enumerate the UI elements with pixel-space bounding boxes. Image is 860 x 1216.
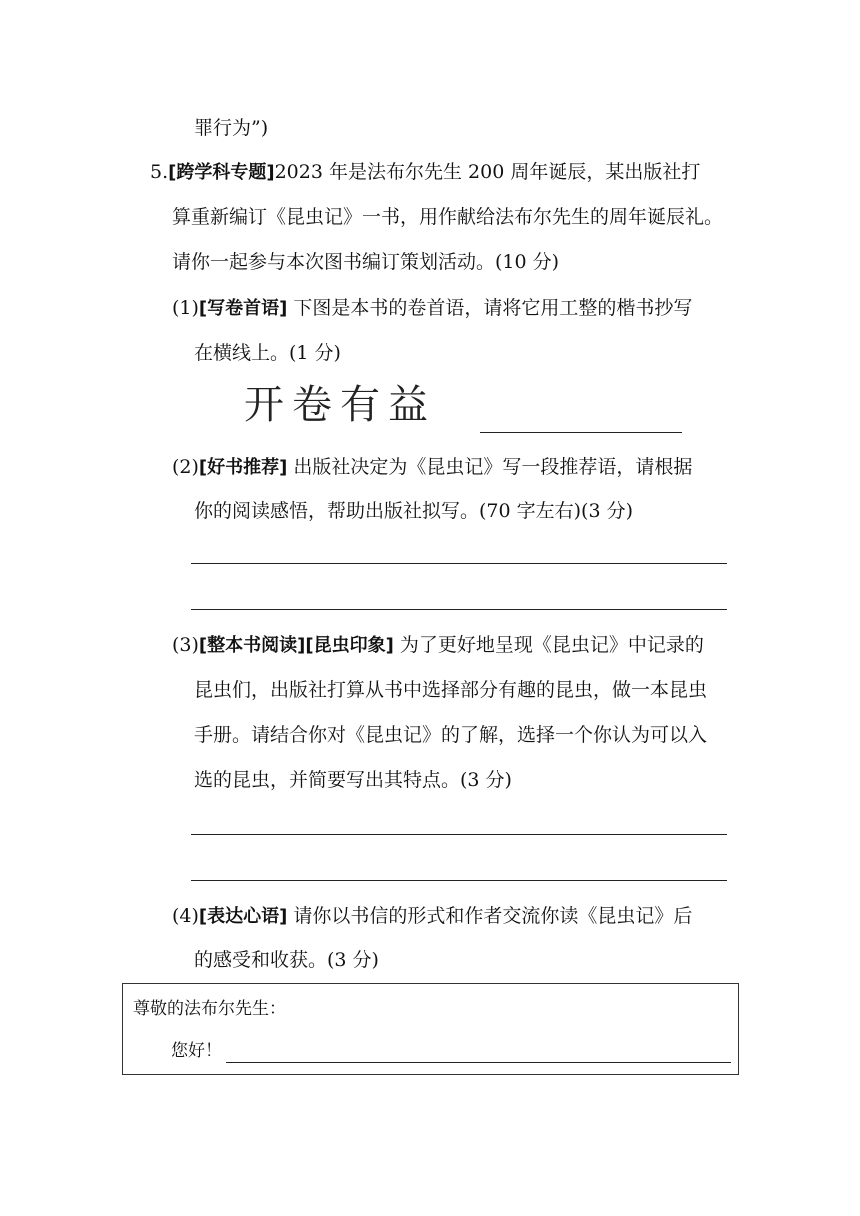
question-text: 请你一起参与本次图书编订策划活动。(10 分) <box>172 251 560 273</box>
subquestion-3-line-2 <box>194 676 707 704</box>
subquestion-3-line-3 <box>194 721 707 749</box>
subquestion-2-line-1 <box>172 453 692 482</box>
subquestion-text: 请你以书信的形式和作者交流你读《昆虫记》后 <box>287 905 693 927</box>
answer-line-3a[interactable] <box>191 834 727 835</box>
subquestion-text: 昆虫们，出版社打算从书中选择部分有趣的昆虫，做一本昆虫 <box>194 679 708 701</box>
subquestion-text: 下图是本书的卷首语，请将它用工整的楷书抄写 <box>287 297 693 319</box>
subquestion-number: (3) <box>172 634 199 656</box>
question-tag: [跨学科专题] <box>168 162 275 183</box>
letter-greeting: 您好！ <box>171 1041 222 1061</box>
subquestion-3-line-4 <box>194 766 512 794</box>
subquestion-text: 在横线上。(1 分) <box>194 342 341 364</box>
question-text: 2023 年是法布尔先生 200 周年诞辰，某出版社打 <box>274 161 701 183</box>
question-5-line-2 <box>172 203 723 231</box>
subquestion-text: 你的阅读感悟，帮助出版社拟写。(70 字左右)(3 分) <box>194 500 633 522</box>
subquestion-1-line-1 <box>172 294 692 323</box>
calligraphy-image: 开卷有益 <box>244 382 436 428</box>
previous-question-tail <box>194 114 268 142</box>
subquestion-tag: [写卷首语] <box>198 298 288 319</box>
answer-line-3b[interactable] <box>191 880 727 881</box>
subquestion-text: 的感受和收获。(3 分) <box>194 949 379 971</box>
subquestion-1-line-2 <box>194 339 341 367</box>
subquestion-text: 选的昆虫，并简要写出其特点。(3 分) <box>194 769 512 791</box>
subquestion-text: 手册。请结合你对《昆虫记》的了解，选择一个你认为可以入 <box>194 724 708 746</box>
subquestion-text: 出版社决定为《昆虫记》写一段推荐语，请根据 <box>287 456 693 478</box>
subquestion-3-line-1 <box>172 631 704 660</box>
letter-box <box>122 983 739 1075</box>
prev-line-text: 罪行为”) <box>194 117 269 139</box>
subquestion-tag: [整本书阅读] <box>198 635 306 656</box>
subquestion-2-line-2 <box>194 497 633 525</box>
subquestion-number: (2) <box>172 456 199 478</box>
answer-line-2b[interactable] <box>191 609 727 610</box>
letter-answer-line[interactable] <box>226 1062 731 1063</box>
subquestion-tag: [表达心语] <box>198 906 288 927</box>
subquestion-tag: [昆虫印象] <box>305 635 394 656</box>
subquestion-number: (4) <box>172 905 199 927</box>
letter-salutation: 尊敬的法布尔先生： <box>133 999 286 1019</box>
subquestion-text: 为了更好地呈现《昆虫记》中记录的 <box>393 634 704 656</box>
subquestion-4-line-1 <box>172 902 692 931</box>
question-text: 算重新编订《昆虫记》一书，用作献给法布尔先生的周年诞辰礼。 <box>172 206 724 228</box>
subquestion-4-line-2 <box>194 946 379 974</box>
answer-line-2a[interactable] <box>191 563 727 564</box>
question-5-line-3 <box>172 248 559 276</box>
question-5-line-1 <box>150 158 700 187</box>
subquestion-tag: [好书推荐] <box>198 457 288 478</box>
question-number: 5. <box>150 161 169 183</box>
subquestion-number: (1) <box>172 297 199 319</box>
answer-line-calligraphy[interactable] <box>480 432 682 433</box>
